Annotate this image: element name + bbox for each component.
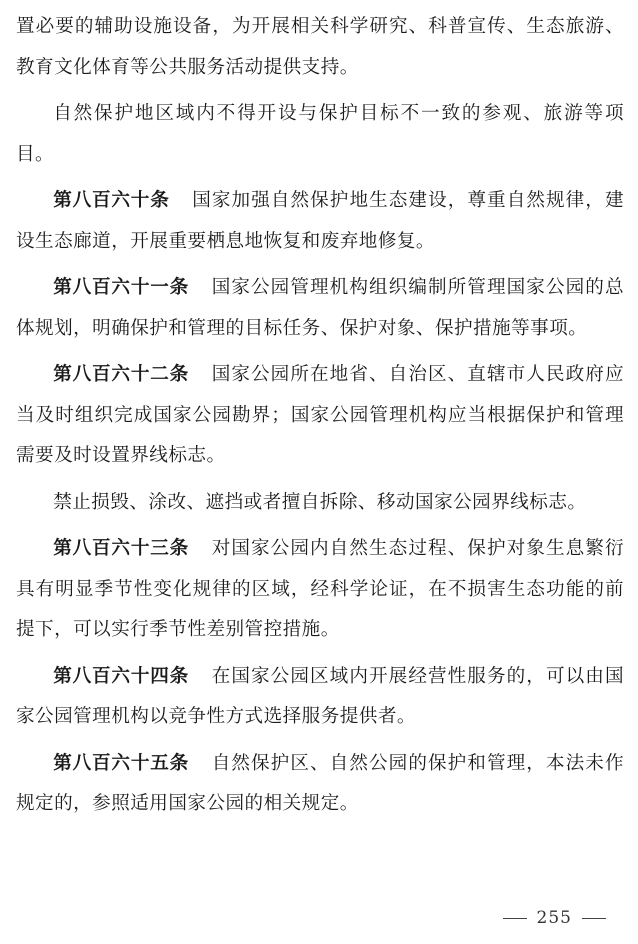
article-number: 第八百六十三条 xyxy=(53,538,190,559)
article-number: 第八百六十条 xyxy=(53,190,170,211)
article-861 xyxy=(16,268,624,349)
article-text: 在国家公园区域内开展经营性服务的，可以由国家公园管理机构以竞争性方式选择服务提供者。 xyxy=(16,665,624,727)
article-text: 国家加强自然保护地生态建设，尊重自然规律，建设生态廊道，开展重要栖息地恢复和废弃地修复。 xyxy=(16,190,625,252)
article-text: 国家公园管理机构组织编制所管理国家公园的总体规划，明确保护和管理的目标任务、保护对象、保护措施等事项。 xyxy=(16,277,624,339)
paragraph-text: 自然保护地区域内不得开设与保护目标不一致的参观、旅游等项目。 xyxy=(16,103,624,165)
article-number: 第八百六十五条 xyxy=(53,752,190,774)
document-body xyxy=(16,7,624,831)
article-860 xyxy=(16,181,624,262)
paragraph-continuation xyxy=(16,7,624,88)
page-number: 255 xyxy=(536,908,572,928)
article-864 xyxy=(16,657,624,738)
footer-dash-left xyxy=(503,918,527,919)
article-text: 国家公园所在地省、自治区、直辖市人民政府应当及时组织完成国家公园勘界；国家公园管理机构应当根据保护和管理需要及时设置界线标志。 xyxy=(16,364,624,466)
article-number: 第八百六十四条 xyxy=(53,665,190,687)
paragraph xyxy=(16,483,624,524)
article-865 xyxy=(16,744,624,825)
article-863 xyxy=(16,529,624,651)
footer-dash-right xyxy=(582,918,606,919)
paragraph-text: 置必要的辅助设施设备，为开展相关科学研究、科普宣传、生态旅游、教育文化体育等公共服务活动提供支持。 xyxy=(16,16,624,78)
article-number: 第八百六十一条 xyxy=(53,277,190,298)
paragraph-text: 禁止损毁、涂改、遮挡或者擅自拆除、移动国家公园界线标志。 xyxy=(53,491,587,513)
page-footer xyxy=(0,908,638,928)
article-text: 对国家公园内自然生态过程、保护对象生息繁衍具有明显季节性变化规律的区域，经科学论证，在不损害生态功能的前提下，可以实行季节性差别管控措施。 xyxy=(16,538,624,640)
paragraph xyxy=(16,94,624,175)
article-number: 第八百六十二条 xyxy=(53,364,190,385)
article-862 xyxy=(16,355,624,477)
article-text: 自然保护区、自然公园的保护和管理，本法未作规定的，参照适用国家公园的相关规定。 xyxy=(16,752,624,814)
